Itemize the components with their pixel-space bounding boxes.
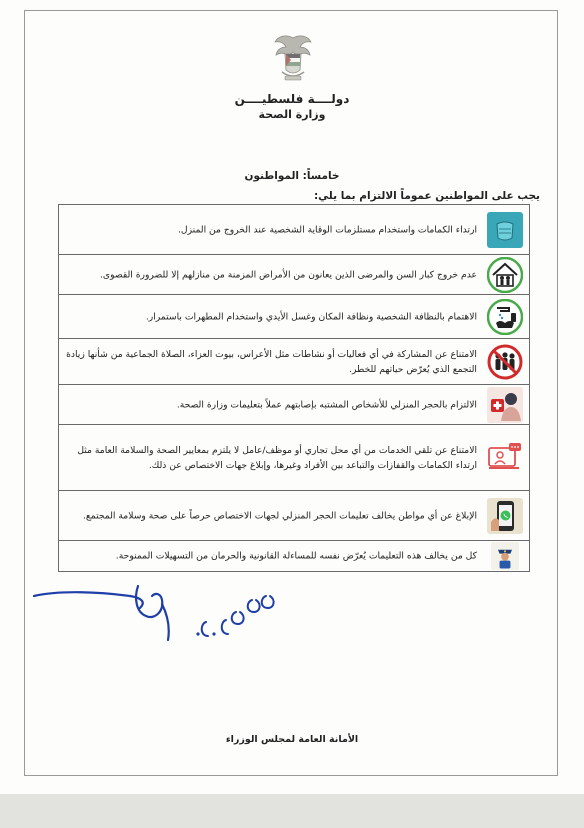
service-worker-icon bbox=[487, 440, 523, 476]
handwritten-signature bbox=[30, 582, 280, 662]
instructions-table bbox=[58, 204, 530, 572]
hand-washing-icon bbox=[487, 299, 523, 335]
stay-home-icon bbox=[487, 257, 523, 293]
palestine-emblem-icon bbox=[272, 32, 314, 84]
phone-report-icon bbox=[487, 498, 523, 534]
item-text: الالتزام بالحجر المنزلي للأشخاص المشتبه بإصابتهم عملاً بتعليمات وزارة الصحة. bbox=[176, 399, 477, 410]
table-row bbox=[59, 255, 529, 295]
item-text: كل من يخالف هذه التعليمات يُعرّض نفسه للمساءلة القانونية والحرمان من التسهيلات الممنوحة. bbox=[115, 550, 477, 562]
item-text: الإبلاغ عن أي مواطن يخالف تعليمات الحجر المنزلي لجهات الاختصاص حرصاً على صحة وسلامة المجتمع. bbox=[82, 510, 477, 521]
face-mask-icon bbox=[487, 212, 523, 248]
home-quarantine-icon bbox=[487, 387, 523, 423]
table-row bbox=[59, 425, 529, 491]
table-row bbox=[59, 491, 529, 541]
table-row bbox=[59, 385, 529, 425]
no-gathering-icon bbox=[487, 344, 523, 380]
intro-text: يجب على المواطنين عموماً الالتزام بما يلي: bbox=[313, 190, 540, 202]
table-row bbox=[59, 295, 529, 339]
item-text: ارتداء الكمامات واستخدام مستلزمات الوقاية الشخصية عند الخروج من المنزل. bbox=[178, 224, 477, 235]
item-text: الاهتمام بالنظافة الشخصية ونظافة المكان وغسل الأيدي واستخدام المطهرات باستمرار. bbox=[145, 311, 477, 322]
table-row bbox=[59, 339, 529, 385]
police-icon bbox=[491, 542, 519, 570]
state-name: دولــــة فلسطيــــن bbox=[234, 92, 350, 106]
page-bottom-edge bbox=[0, 794, 584, 828]
footer-text: الأمانة العامة لمجلس الوزراء bbox=[225, 734, 359, 745]
section-title: خامساً: المواطنون bbox=[244, 170, 340, 182]
item-text: الامتناع عن تلقي الخدمات من أي محل تجاري أو موظف/عامل لا يلتزم بمعايير الصحة والسلامة العامة مثل ارتداء الكمامات والقفازات والتباعد بين الأفراد وغيرها، وإبلاغ جهات الاختصاص عن ذلك. bbox=[77, 444, 477, 471]
table-row bbox=[59, 541, 529, 571]
item-text: عدم خروج كبار السن والمرضى الذين يعانون من الأمراض المزمنة من منازلهم إلا للضرورة القصوى. bbox=[100, 269, 477, 280]
table-row bbox=[59, 205, 529, 255]
ministry-name: وزارة الصحة bbox=[258, 108, 326, 121]
item-text: الامتناع عن المشاركة في أي فعاليات أو نشاطات مثل الأعراس، بيوت العزاء، الصلاة الجماعية من شأنها زيادة التجمع الذي يُعرّض حياتهم للخطر. bbox=[66, 348, 477, 375]
